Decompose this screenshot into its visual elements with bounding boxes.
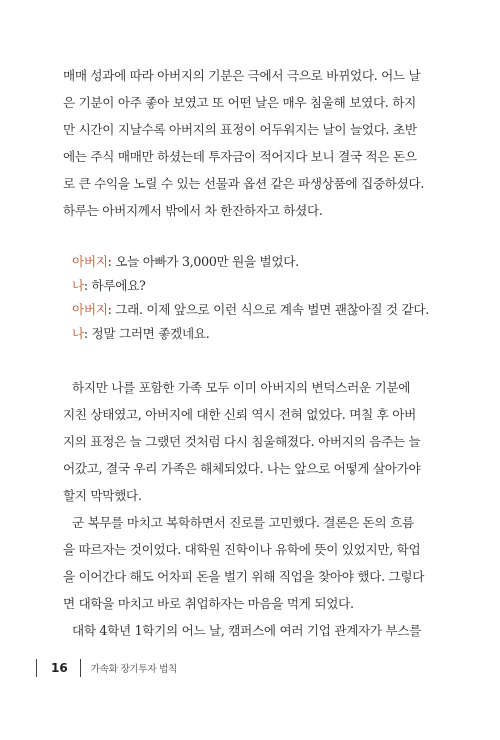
body-line: 을 따르자는 것이었다. 대학원 진학이나 유학에 뜻이 있었지만, 학업 — [63, 542, 421, 557]
dialogue-speaker: 아버지 — [72, 302, 108, 317]
body-line: 은 기분이 아주 좋아 보였고 또 어떤 날은 매우 침울해 보였다. 하지 — [63, 95, 416, 110]
dialogue-line — [72, 254, 432, 270]
dialogue-text: : 정말 그러면 좋겠네요. — [83, 326, 210, 341]
body-line: 하루는 아버지께서 밖에서 차 한잔하자고 하셨다. — [63, 203, 323, 218]
dialogue-line — [72, 326, 432, 342]
running-title: 가속화 장기투자 법칙 — [90, 664, 178, 675]
body-line: 면 대학을 마치고 바로 취업하자는 마음을 먹게 되었다. — [63, 596, 354, 611]
dialogue-speaker: 나 — [72, 278, 84, 293]
body-line: 을 이어간다 해도 어차피 돈을 벌기 위해 직업을 찾아야 했다. 그렇다 — [63, 569, 425, 584]
page-footer — [36, 658, 177, 678]
body-line: 지의 표정은 늘 그랬던 것처럼 다시 침울해졌다. 아버지의 음주는 늘 — [63, 434, 421, 449]
dialogue-line — [72, 278, 432, 294]
body-line: 로 큰 수익을 노릴 수 있는 선물과 옵션 같은 파생상품에 집중하셨다. — [63, 176, 425, 191]
body-line: 지친 상태였고, 아버지에 대한 신뢰 역시 전혀 없었다. 며칠 후 아버 — [63, 407, 416, 422]
dialogue-text: : 그래. 이제 앞으로 이런 식으로 계속 벌면 괜찮아질 것 같다. — [107, 302, 429, 317]
dialogue-speaker: 아버지 — [72, 254, 108, 269]
dialogue-line — [72, 302, 432, 318]
page-number: 16 — [51, 661, 68, 675]
body-line: 대학 4학년 1학기의 어느 날, 캠퍼스에 여러 기업 관계자가 부스를 — [72, 623, 422, 638]
footer-divider — [36, 659, 37, 677]
body-line: 할지 막막했다. — [63, 488, 142, 503]
body-line: 매매 성과에 따라 아버지의 기분은 극에서 극으로 바뀌었다. 어느 날 — [63, 68, 421, 83]
body-line: 어갔고, 결국 우리 가족은 해체되었다. 나는 앞으로 어떻게 살아가야 — [63, 461, 421, 476]
dialogue-speaker: 나 — [72, 326, 84, 341]
dialogue-text: : 오늘 아빠가 3,000만 원을 벌었다. — [107, 254, 299, 269]
body-line: 하지만 나를 포함한 가족 모두 이미 아버지의 변덕스러운 기분에 — [72, 380, 411, 395]
footer-divider — [80, 659, 81, 677]
body-line: 에는 주식 매매만 하셨는데 투자금이 적어지다 보니 결국 적은 돈으 — [63, 149, 417, 164]
body-line: 만 시간이 지날수록 아버지의 표정이 어두워지는 날이 늘었다. 초반 — [63, 122, 417, 137]
dialogue-text: : 하루에요? — [83, 278, 146, 293]
body-line: 군 복무를 마치고 복학하면서 진로를 고민했다. 결론은 돈의 흐름 — [72, 515, 414, 530]
